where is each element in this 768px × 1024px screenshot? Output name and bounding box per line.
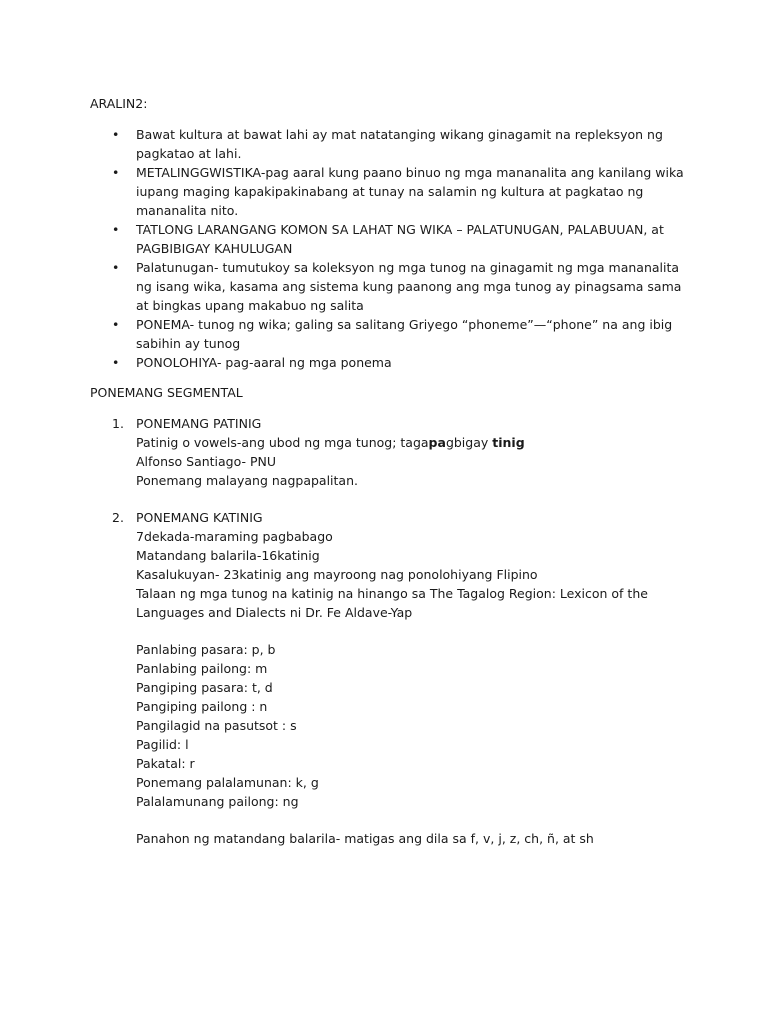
bullet-icon: • [112,355,120,370]
bullet-text: METALINGGWISTIKA-pag aaral kung paano binuo ng mga mananalita ang kanilang wika iupang maging kapakipakinabang at tunay na salamin ng kultura at pagkatao ng mananalita nito. [136,165,684,218]
sound-line: Panlabing pasara: p, b [136,642,276,657]
bullet-text: PONOLOHIYA- pag-aaral ng mga ponema [136,355,392,370]
bold-text: tinig [492,435,525,450]
spacer [136,622,690,640]
sound-line: Pakatal: r [136,756,195,771]
section-heading: PONEMANG SEGMENTAL [90,385,243,400]
bullet-list [90,125,690,372]
item-number: 1. [112,416,124,431]
sound-line: Pagilid: l [136,737,189,752]
item-title: PONEMANG KATINIG [136,510,263,525]
item-line: 7dekada-maraming pagbabago [136,529,333,544]
bullet-item [90,163,690,220]
closing-line: Panahon ng matandang balarila- matigas ang dila sa f, v, j, z, ch, ñ, at sh [136,831,594,846]
bold-text: pa [428,435,446,450]
lesson-heading: ARALIN2: [90,96,148,111]
bullet-icon: • [112,317,120,332]
item-line: Talaan ng mga tunog na katinig na hinango sa The Tagalog Region: Lexicon of the Languages and Dialects ni Dr. Fe Aldave-Yap [136,586,648,620]
sound-line: Pangiping pailong : n [136,699,268,714]
numbered-list [90,414,690,848]
bullet-text: PONEMA- tunog ng wika; galing sa salitang Griyego “phoneme”—“phone” na ang ibig sabihin ay tunog [136,317,673,351]
item-line: Ponemang malayang nagpapalitan. [136,473,358,488]
bullet-text: Bawat kultura at bawat lahi ay mat natatanging wikang ginagamit na repleksyon ng pagkatao at lahi. [136,127,663,161]
item-number: 2. [112,510,124,525]
sound-line: Pangiping pasara: t, d [136,680,273,695]
item-line: Alfonso Santiago- PNU [136,454,277,469]
spacer [90,490,690,508]
bullet-icon: • [112,127,120,142]
item-title: PONEMANG PATINIG [136,416,262,431]
bullet-item [90,315,690,353]
bullet-item [90,353,690,372]
bullet-item [90,125,690,163]
list-item-patinig [90,414,690,490]
bullet-icon: • [112,165,120,180]
bullet-icon: • [112,222,120,237]
document-page [90,94,690,848]
bullet-icon: • [112,260,120,275]
sound-line: Ponemang palalamunan: k, g [136,775,319,790]
item-line: Kasalukuyan- 23katinig ang mayroong nag ponolohiyang Flipino [136,567,538,582]
item-line: Matandang balarila-16katinig [136,548,320,563]
bullet-item [90,258,690,315]
sound-line: Panlabing pailong: m [136,661,268,676]
sound-line: Pangilagid na pasutsot : s [136,718,297,733]
bullet-text: TATLONG LARANGANG KOMON SA LAHAT NG WIKA – PALATUNUGAN, PALABUUAN, at PAGBIBIGAY KAHULUGAN [136,222,664,256]
sound-line: Palalamunang pailong: ng [136,794,299,809]
list-item-katinig [90,508,690,848]
bullet-item [90,220,690,258]
item-line: Patinig o vowels-ang ubod ng mga tunog; tagapagbigay tinig [136,435,525,450]
spacer [136,811,690,829]
bullet-text: Palatunugan- tumutukoy sa koleksyon ng mga tunog na ginagamit ng mga mananalita ng isang wika, kasama ang sistema kung paanong ang mga tunog ay pinagsama sama at bingkas upang makabuo ng salita [136,260,682,313]
